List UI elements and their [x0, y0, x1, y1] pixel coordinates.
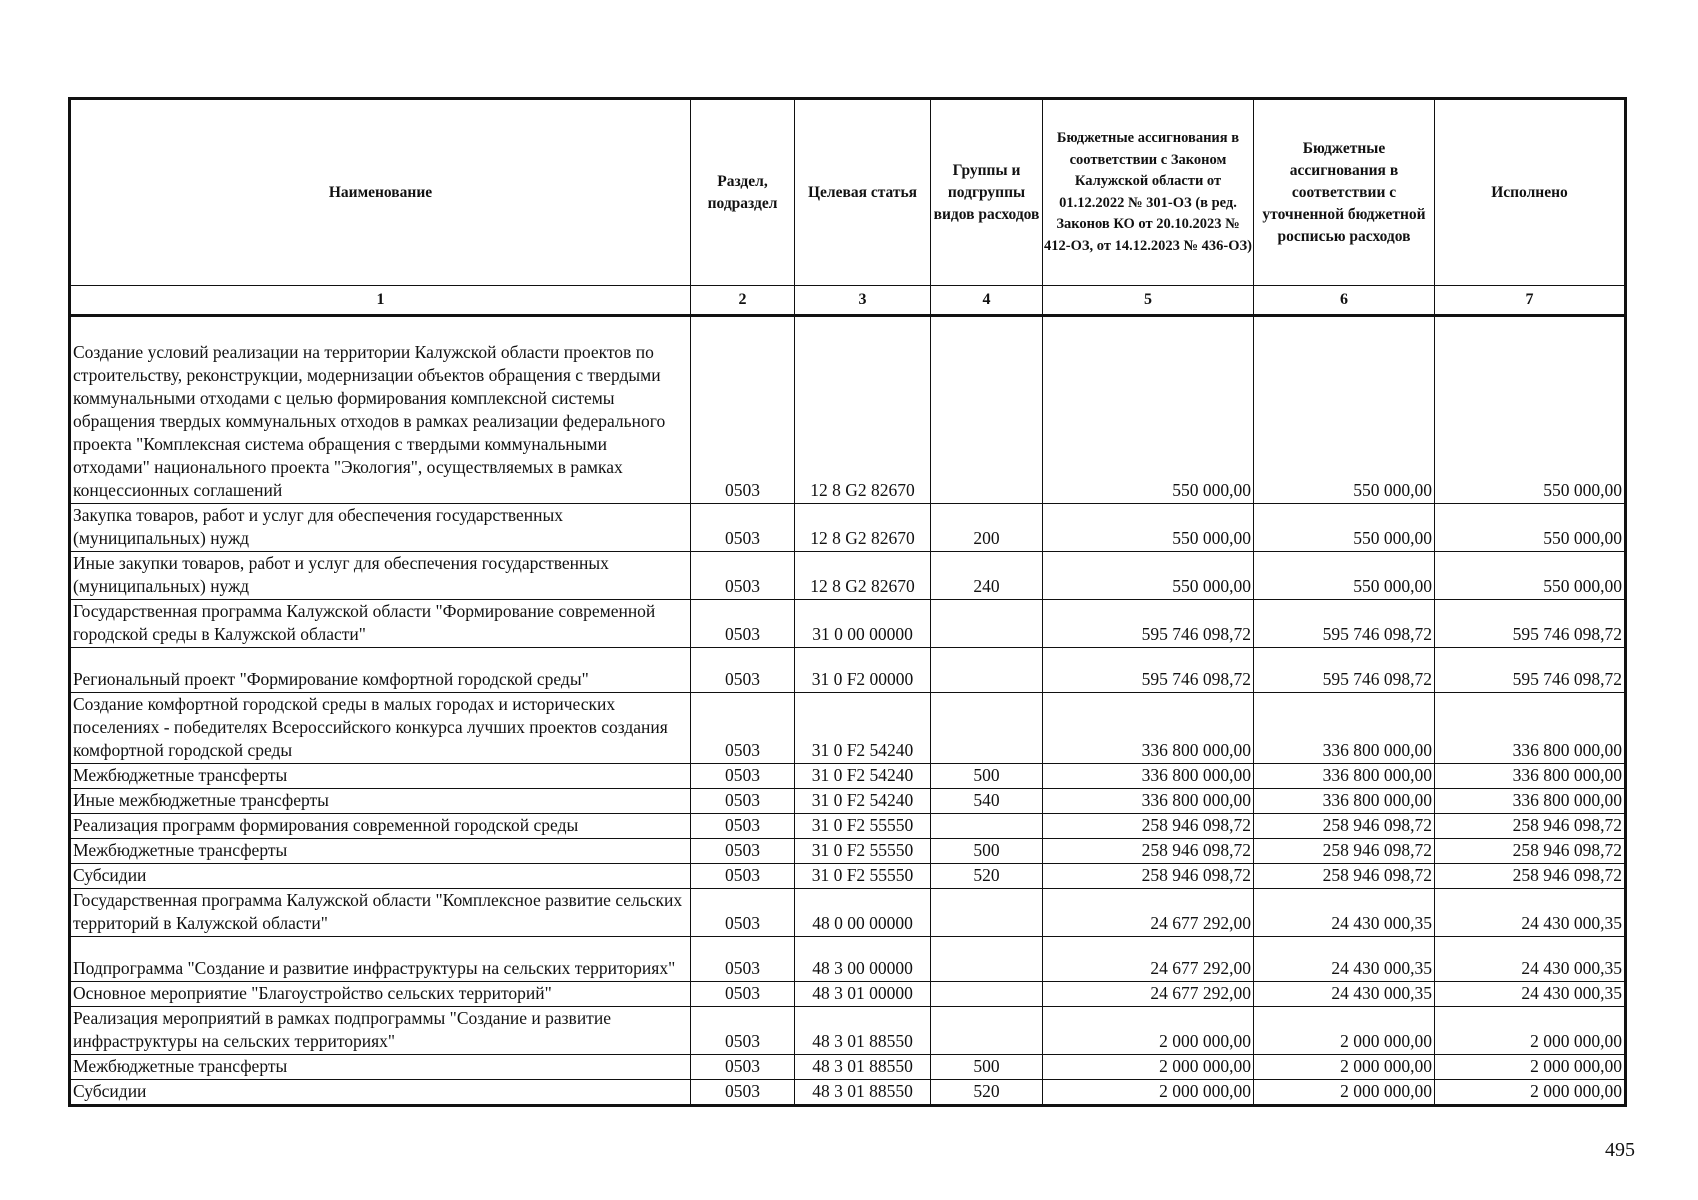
cell-list-amount: 24 430 000,35	[1254, 982, 1435, 1007]
cell-group	[931, 937, 1043, 982]
cell-executed-amount: 2 000 000,00	[1435, 1080, 1626, 1106]
column-number-row	[70, 286, 1626, 316]
cell-name: Создание комфортной городской среды в малых городах и исторических поселениях - победителях Всероссийского конкурса лучших проектов создания комфортной городской среды	[70, 693, 691, 764]
table-row	[70, 814, 1626, 839]
cell-list-amount: 258 946 098,72	[1254, 864, 1435, 889]
header-article: Целевая статья	[795, 99, 931, 286]
cell-executed-amount: 336 800 000,00	[1435, 789, 1626, 814]
column-number: 3	[795, 286, 931, 316]
cell-law-amount: 336 800 000,00	[1043, 764, 1254, 789]
cell-section: 0503	[691, 814, 795, 839]
table-row	[70, 864, 1626, 889]
cell-list-amount: 550 000,00	[1254, 552, 1435, 600]
header-executed: Исполнено	[1435, 99, 1626, 286]
page-number: 495	[1605, 1139, 1635, 1161]
column-number: 4	[931, 286, 1043, 316]
cell-article: 48 3 00 00000	[795, 937, 931, 982]
cell-name: Межбюджетные трансферты	[70, 839, 691, 864]
cell-name: Закупка товаров, работ и услуг для обеспечения государственных (муниципальных) нужд	[70, 504, 691, 552]
cell-section: 0503	[691, 552, 795, 600]
cell-list-amount: 550 000,00	[1254, 504, 1435, 552]
cell-article: 31 0 F2 54240	[795, 693, 931, 764]
cell-section: 0503	[691, 937, 795, 982]
cell-law-amount: 550 000,00	[1043, 316, 1254, 504]
table-row	[70, 889, 1626, 937]
cell-article: 31 0 F2 55550	[795, 864, 931, 889]
cell-article: 48 0 00 00000	[795, 889, 931, 937]
cell-executed-amount: 258 946 098,72	[1435, 814, 1626, 839]
cell-law-amount: 258 946 098,72	[1043, 839, 1254, 864]
cell-name: Иные закупки товаров, работ и услуг для обеспечения государственных (муниципальных) нужд	[70, 552, 691, 600]
cell-group	[931, 648, 1043, 693]
cell-list-amount: 595 746 098,72	[1254, 648, 1435, 693]
cell-law-amount: 258 946 098,72	[1043, 814, 1254, 839]
cell-name: Межбюджетные трансферты	[70, 1055, 691, 1080]
table-body	[70, 316, 1626, 1106]
cell-group	[931, 316, 1043, 504]
cell-group: 500	[931, 764, 1043, 789]
table-row	[70, 839, 1626, 864]
cell-executed-amount: 24 430 000,35	[1435, 937, 1626, 982]
cell-law-amount: 24 677 292,00	[1043, 889, 1254, 937]
cell-group	[931, 693, 1043, 764]
cell-section: 0503	[691, 1007, 795, 1055]
cell-executed-amount: 258 946 098,72	[1435, 864, 1626, 889]
cell-name: Государственная программа Калужской области "Комплексное развитие сельских территорий в Калужской области"	[70, 889, 691, 937]
cell-list-amount: 258 946 098,72	[1254, 814, 1435, 839]
table-row	[70, 504, 1626, 552]
header-list-assignments: Бюджетные ассигнования в соответствии с уточненной бюджетной росписью расходов	[1254, 99, 1435, 286]
cell-executed-amount: 595 746 098,72	[1435, 648, 1626, 693]
cell-article: 48 3 01 88550	[795, 1055, 931, 1080]
column-number: 6	[1254, 286, 1435, 316]
cell-article: 48 3 01 00000	[795, 982, 931, 1007]
cell-name: Основное мероприятие "Благоустройство сельских территорий"	[70, 982, 691, 1007]
cell-name: Межбюджетные трансферты	[70, 764, 691, 789]
cell-group	[931, 889, 1043, 937]
cell-section: 0503	[691, 889, 795, 937]
cell-name: Субсидии	[70, 1080, 691, 1106]
cell-section: 0503	[691, 764, 795, 789]
cell-law-amount: 550 000,00	[1043, 504, 1254, 552]
cell-article: 31 0 F2 00000	[795, 648, 931, 693]
table-row	[70, 789, 1626, 814]
cell-name: Реализация программ формирования современной городской среды	[70, 814, 691, 839]
cell-list-amount: 550 000,00	[1254, 316, 1435, 504]
table-row	[70, 1080, 1626, 1106]
cell-law-amount: 2 000 000,00	[1043, 1080, 1254, 1106]
cell-article: 31 0 F2 54240	[795, 789, 931, 814]
cell-article: 31 0 F2 54240	[795, 764, 931, 789]
cell-section: 0503	[691, 316, 795, 504]
cell-article: 12 8 G2 82670	[795, 552, 931, 600]
cell-name: Подпрограмма "Создание и развитие инфраструктуры на сельских территориях"	[70, 937, 691, 982]
cell-law-amount: 595 746 098,72	[1043, 600, 1254, 648]
cell-article: 31 0 F2 55550	[795, 814, 931, 839]
column-number: 5	[1043, 286, 1254, 316]
cell-section: 0503	[691, 600, 795, 648]
cell-law-amount: 550 000,00	[1043, 552, 1254, 600]
cell-executed-amount: 550 000,00	[1435, 316, 1626, 504]
cell-group: 240	[931, 552, 1043, 600]
cell-executed-amount: 550 000,00	[1435, 504, 1626, 552]
cell-article: 31 0 F2 55550	[795, 839, 931, 864]
cell-section: 0503	[691, 648, 795, 693]
cell-group: 500	[931, 1055, 1043, 1080]
table-row	[70, 1007, 1626, 1055]
cell-executed-amount: 595 746 098,72	[1435, 600, 1626, 648]
header-section: Раздел, подраздел	[691, 99, 795, 286]
cell-section: 0503	[691, 864, 795, 889]
cell-law-amount: 24 677 292,00	[1043, 937, 1254, 982]
cell-section: 0503	[691, 789, 795, 814]
cell-law-amount: 2 000 000,00	[1043, 1055, 1254, 1080]
table-row	[70, 693, 1626, 764]
cell-group: 200	[931, 504, 1043, 552]
table-row	[70, 982, 1626, 1007]
cell-section: 0503	[691, 504, 795, 552]
cell-name: Региональный проект "Формирование комфортной городской среды"	[70, 648, 691, 693]
cell-list-amount: 595 746 098,72	[1254, 600, 1435, 648]
cell-list-amount: 336 800 000,00	[1254, 789, 1435, 814]
cell-name: Государственная программа Калужской области "Формирование современной городской среды в Калужской области"	[70, 600, 691, 648]
cell-law-amount: 336 800 000,00	[1043, 693, 1254, 764]
cell-article: 48 3 01 88550	[795, 1007, 931, 1055]
cell-section: 0503	[691, 982, 795, 1007]
table-row	[70, 552, 1626, 600]
cell-group	[931, 982, 1043, 1007]
cell-group: 520	[931, 864, 1043, 889]
cell-group: 520	[931, 1080, 1043, 1106]
table-row	[70, 316, 1626, 504]
cell-group	[931, 600, 1043, 648]
cell-executed-amount: 2 000 000,00	[1435, 1055, 1626, 1080]
column-number: 2	[691, 286, 795, 316]
cell-executed-amount: 24 430 000,35	[1435, 982, 1626, 1007]
cell-list-amount: 258 946 098,72	[1254, 839, 1435, 864]
cell-name: Иные межбюджетные трансферты	[70, 789, 691, 814]
cell-group	[931, 1007, 1043, 1055]
cell-section: 0503	[691, 839, 795, 864]
cell-executed-amount: 258 946 098,72	[1435, 839, 1626, 864]
cell-name: Создание условий реализации на территории Калужской области проектов по строительству, реконструкции, модернизации объектов обращения с твердыми коммунальными отходами с целью формирования комплексной системы обращения твердых коммунальных отходов в рамках реализации федерального проекта "Комплексная система обращения с твердыми коммунальными отходами" национального проекта "Экология", осуществляемых в рамках концессионных соглашений	[70, 316, 691, 504]
table-row	[70, 600, 1626, 648]
cell-executed-amount: 24 430 000,35	[1435, 889, 1626, 937]
cell-list-amount: 2 000 000,00	[1254, 1055, 1435, 1080]
cell-group	[931, 814, 1043, 839]
cell-executed-amount: 550 000,00	[1435, 552, 1626, 600]
cell-section: 0503	[691, 1055, 795, 1080]
header-group: Группы и подгруппы видов расходов	[931, 99, 1043, 286]
cell-law-amount: 595 746 098,72	[1043, 648, 1254, 693]
cell-article: 48 3 01 88550	[795, 1080, 931, 1106]
cell-article: 12 8 G2 82670	[795, 504, 931, 552]
cell-article: 12 8 G2 82670	[795, 316, 931, 504]
cell-list-amount: 24 430 000,35	[1254, 889, 1435, 937]
cell-name: Реализация мероприятий в рамках подпрограммы "Создание и развитие инфраструктуры на сельских территориях"	[70, 1007, 691, 1055]
cell-executed-amount: 336 800 000,00	[1435, 764, 1626, 789]
table-row	[70, 648, 1626, 693]
cell-law-amount: 258 946 098,72	[1043, 864, 1254, 889]
column-number: 7	[1435, 286, 1626, 316]
cell-article: 31 0 00 00000	[795, 600, 931, 648]
cell-law-amount: 336 800 000,00	[1043, 789, 1254, 814]
table-row	[70, 764, 1626, 789]
table-row	[70, 937, 1626, 982]
cell-section: 0503	[691, 693, 795, 764]
cell-executed-amount: 336 800 000,00	[1435, 693, 1626, 764]
cell-executed-amount: 2 000 000,00	[1435, 1007, 1626, 1055]
budget-table	[68, 97, 1627, 1107]
table-row	[70, 1055, 1626, 1080]
cell-list-amount: 336 800 000,00	[1254, 764, 1435, 789]
cell-section: 0503	[691, 1080, 795, 1106]
cell-law-amount: 2 000 000,00	[1043, 1007, 1254, 1055]
header-name: Наименование	[70, 99, 691, 286]
cell-group: 500	[931, 839, 1043, 864]
cell-group: 540	[931, 789, 1043, 814]
cell-list-amount: 336 800 000,00	[1254, 693, 1435, 764]
cell-list-amount: 2 000 000,00	[1254, 1080, 1435, 1106]
column-number: 1	[70, 286, 691, 316]
header-law-assignments: Бюджетные ассигнования в соответствии с Законом Калужской области от 01.12.2022 № 301-ОЗ (в ред. Законов КО от 20.10.2023 № 412-ОЗ, от 14.12.2023 № 436-ОЗ)	[1043, 99, 1254, 286]
cell-list-amount: 24 430 000,35	[1254, 937, 1435, 982]
cell-law-amount: 24 677 292,00	[1043, 982, 1254, 1007]
header-row	[70, 99, 1626, 286]
cell-name: Субсидии	[70, 864, 691, 889]
cell-list-amount: 2 000 000,00	[1254, 1007, 1435, 1055]
